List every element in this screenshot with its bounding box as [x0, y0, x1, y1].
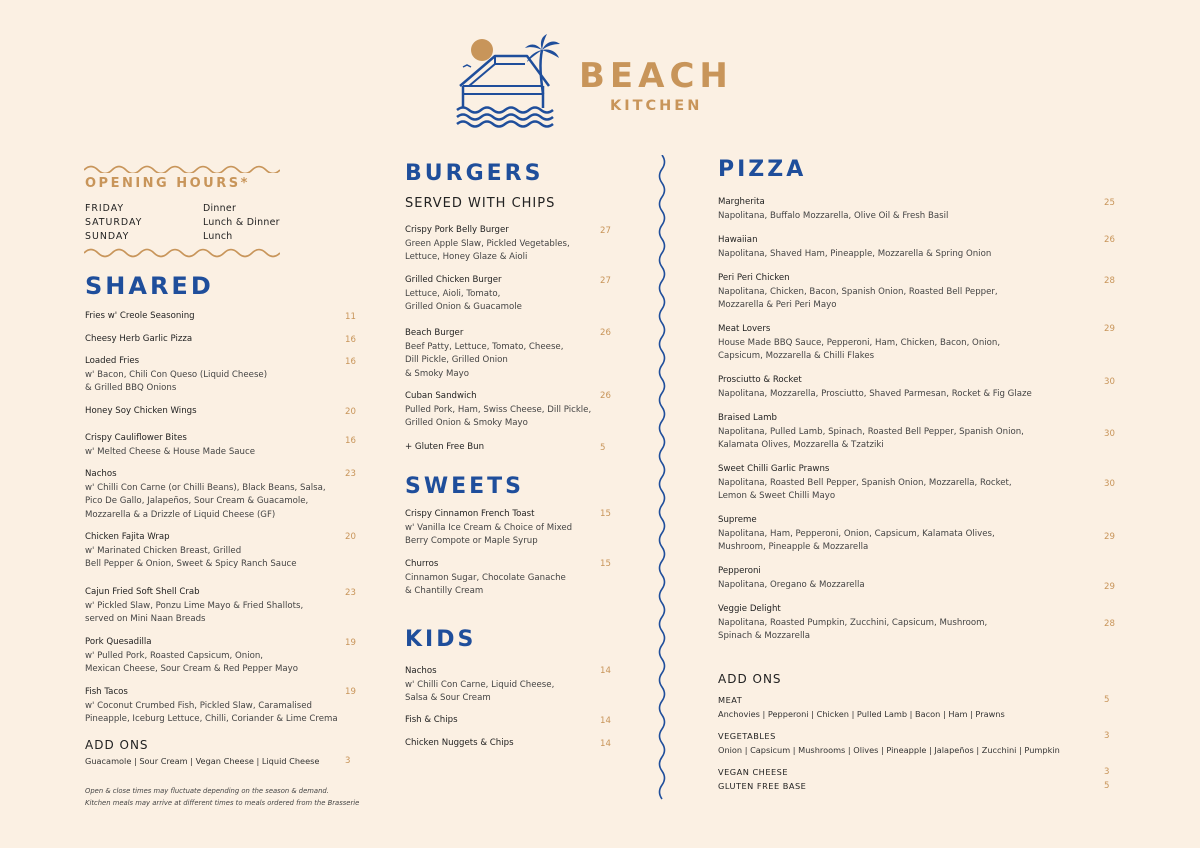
addon-group-title: VEGAN CHEESE — [718, 767, 789, 777]
item-description: Lettuce, Aioli, Tomato, Grilled Onion & Guacamole — [405, 288, 522, 313]
wave-divider-bottom — [84, 248, 280, 258]
menu-item — [85, 586, 303, 627]
item-name: Crispy Pork Belly Burger — [405, 225, 509, 235]
sweets-title: SWEETS — [405, 474, 525, 499]
item-name: Grilled Chicken Burger — [405, 275, 502, 285]
menu-item — [718, 374, 1032, 401]
hours-day: FRIDAY — [85, 203, 125, 214]
addon-group-title: VEGETABLES — [718, 731, 776, 741]
wave-divider-top — [84, 163, 280, 173]
item-description: Napolitana, Roasted Pumpkin, Zucchini, Capsicum, Mushroom, Spinach & Mozzarella — [718, 617, 988, 642]
item-price: 23 — [345, 588, 356, 598]
item-price: 27 — [600, 276, 611, 286]
item-name: Fish & Chips — [405, 715, 458, 725]
shared-addons-list: Guacamole | Sour Cream | Vegan Cheese | Liquid Cheese — [85, 756, 320, 766]
hours-time: Lunch & Dinner — [203, 217, 280, 228]
item-price: 30 — [1104, 479, 1115, 489]
item-name: Chicken Fajita Wrap — [85, 532, 170, 542]
item-description: w' Chilli Con Carne (or Chilli Beans), Black Beans, Salsa, Pico De Gallo, Jalapeños, Sour Cream & Guacamole, Mozzarella & a Drizzle of Liquid Cheese (GF) — [85, 482, 326, 520]
item-description: House Made BBQ Sauce, Pepperoni, Ham, Chicken, Bacon, Onion, Capsicum, Mozzarella & Chilli Flakes — [718, 337, 1001, 362]
item-description: Napolitana, Pulled Lamb, Spinach, Roasted Bell Pepper, Spanish Onion, Kalamata Olives, Mozzarella & Tzatziki — [718, 426, 1024, 451]
item-price: 15 — [600, 559, 611, 569]
item-name: Meat Lovers — [718, 324, 771, 334]
shared-addons-title: ADD ONS — [85, 738, 149, 752]
addon-price: 3 — [1104, 731, 1110, 741]
beach-kitchen-logo — [455, 34, 755, 134]
menu-item — [405, 327, 563, 381]
pizza-addons-title: ADD ONS — [718, 672, 782, 686]
item-name: Chicken Nuggets & Chips — [405, 738, 514, 748]
menu-item — [405, 665, 554, 706]
item-name: Cajun Fried Soft Shell Crab — [85, 587, 200, 597]
item-name: Pepperoni — [718, 566, 761, 576]
hours-day: SUNDAY — [85, 231, 130, 242]
item-description: Napolitana, Ham, Pepperoni, Onion, Capsicum, Kalamata Olives, Mushroom, Pineapple & Mozzarella — [718, 528, 995, 553]
item-description: Napolitana, Roasted Bell Pepper, Spanish Onion, Mozzarella, Rocket, Lemon & Sweet Chilli Mayo — [718, 477, 1012, 502]
menu-item — [85, 310, 195, 324]
menu-item — [85, 468, 326, 522]
addon-price: 3 — [1104, 767, 1110, 777]
addon-group-title: MEAT — [718, 695, 743, 705]
menu-item — [85, 333, 192, 347]
addon-price: 5 — [1104, 695, 1110, 705]
item-description: w' Coconut Crumbed Fish, Pickled Slaw, Caramalised Pineapple, Iceburg Lettuce, Chilli, Coriander & Lime Crema — [85, 700, 338, 725]
item-price: 19 — [345, 687, 356, 697]
item-name: Nachos — [85, 469, 117, 479]
item-description: Napolitana, Mozzarella, Prosciutto, Shaved Parmesan, Rocket & Fig Glaze — [718, 388, 1032, 399]
item-price: 16 — [345, 335, 356, 345]
pizza-title: PIZZA — [718, 157, 807, 182]
item-name: Cheesy Herb Garlic Pizza — [85, 334, 193, 344]
shared-title: SHARED — [85, 272, 214, 300]
item-price: 11 — [345, 312, 356, 322]
item-description: w' Pickled Slaw, Ponzu Lime Mayo & Fried Shallots, served on Mini Naan Breads — [85, 600, 304, 625]
footnote-line: Open & close times may fluctuate depending on the season & demand. — [85, 787, 329, 795]
brand-name: BEACH — [579, 56, 733, 96]
item-name: Supreme — [718, 515, 757, 525]
item-description: w' Pulled Pork, Roasted Capsicum, Onion, Mexican Cheese, Sour Cream & Red Pepper Mayo — [85, 650, 299, 675]
item-name: Cuban Sandwich — [405, 391, 477, 401]
item-price: 29 — [1104, 324, 1115, 334]
opening-hours-title: OPENING HOURS* — [85, 176, 250, 191]
menu-item — [718, 463, 1012, 504]
item-name: Crispy Cinnamon French Toast — [405, 509, 535, 519]
kids-title: KIDS — [405, 627, 477, 652]
item-name: Hawaiian — [718, 235, 758, 245]
hours-time: Lunch — [203, 231, 233, 242]
menu-item — [405, 508, 572, 549]
item-price: 20 — [345, 407, 356, 417]
item-name: Pork Quesadilla — [85, 637, 152, 647]
item-name: Margherita — [718, 197, 765, 207]
item-description: Beef Patty, Lettuce, Tomato, Cheese, Dill Pickle, Grilled Onion & Smoky Mayo — [405, 341, 564, 379]
item-name: + Gluten Free Bun — [405, 442, 485, 452]
menu-item — [405, 714, 458, 728]
menu-item — [85, 405, 197, 419]
burgers-title: BURGERS — [405, 161, 544, 186]
footnote — [85, 785, 359, 809]
hours-time: Dinner — [203, 203, 237, 214]
item-description: Cinnamon Sugar, Chocolate Ganache & Chantilly Cream — [405, 572, 566, 597]
item-price: 16 — [345, 357, 356, 367]
item-price: 23 — [345, 469, 356, 479]
item-description: Napolitana, Buffalo Mozzarella, Olive Oil & Fresh Basil — [718, 210, 949, 221]
menu-item — [718, 412, 1024, 453]
menu-item — [718, 603, 987, 644]
item-price: 20 — [345, 532, 356, 542]
menu-item — [718, 565, 865, 592]
burgers-subtitle: SERVED WITH CHIPS — [405, 196, 556, 211]
addon-group-title: GLUTEN FREE BASE — [718, 781, 807, 791]
item-name: Beach Burger — [405, 328, 464, 338]
item-description: w' Melted Cheese & House Made Sauce — [85, 446, 256, 457]
brand-subtitle: KITCHEN — [610, 98, 703, 114]
addon-price: 5 — [1104, 781, 1110, 791]
beach-hut-icon — [455, 34, 575, 134]
item-name: Fries w' Creole Seasoning — [85, 311, 195, 321]
shared-addons-price: 3 — [345, 756, 351, 766]
item-price: 28 — [1104, 619, 1115, 629]
item-description: w' Chilli Con Carne, Liquid Cheese, Salsa & Sour Cream — [405, 679, 555, 704]
item-price: 25 — [1104, 198, 1115, 208]
item-price: 15 — [600, 509, 611, 519]
menu-item — [85, 432, 255, 459]
item-name: Sweet Chilli Garlic Prawns — [718, 464, 830, 474]
hours-day: SATURDAY — [85, 217, 143, 228]
item-name: Prosciutto & Rocket — [718, 375, 802, 385]
item-price: 27 — [600, 226, 611, 236]
item-name: Honey Soy Chicken Wings — [85, 406, 197, 416]
menu-item — [85, 686, 338, 727]
menu-item — [718, 234, 991, 261]
menu-item — [85, 531, 297, 572]
menu-item — [718, 323, 1000, 364]
menu-item — [718, 196, 948, 223]
item-price: 16 — [345, 436, 356, 446]
item-price: 26 — [1104, 235, 1115, 245]
menu-item — [718, 272, 998, 313]
item-price: 26 — [600, 328, 611, 338]
item-description: w' Bacon, Chili Con Queso (Liquid Cheese) & Grilled BBQ Onions — [85, 369, 268, 394]
item-description: w' Marinated Chicken Breast, Grilled Bell Pepper & Onion, Sweet & Spicy Ranch Sauce — [85, 545, 297, 570]
addon-group-list: Anchovies | Pepperoni | Chicken | Pulled Lamb | Bacon | Ham | Prawns — [718, 709, 1005, 719]
item-name: Veggie Delight — [718, 604, 781, 614]
addon-group-list: Onion | Capsicum | Mushrooms | Olives | Pineapple | Jalapeños | Zucchini | Pumpkin — [718, 745, 1060, 755]
menu-item — [405, 558, 566, 599]
item-price: 26 — [600, 391, 611, 401]
item-name: Churros — [405, 559, 439, 569]
item-price: 30 — [1104, 377, 1115, 387]
footnote-line: Kitchen meals may arrive at different times to meals ordered from the Brasserie — [85, 799, 360, 807]
item-name: Nachos — [405, 666, 437, 676]
item-description: Napolitana, Shaved Ham, Pineapple, Mozzarella & Spring Onion — [718, 248, 992, 259]
item-price: 5 — [600, 443, 606, 453]
item-name: Fish Tacos — [85, 687, 128, 697]
item-price: 29 — [1104, 582, 1115, 592]
menu-item — [718, 514, 995, 555]
item-name: Loaded Fries — [85, 356, 140, 366]
item-name: Peri Peri Chicken — [718, 273, 790, 283]
item-price: 29 — [1104, 532, 1115, 542]
item-name: Braised Lamb — [718, 413, 777, 423]
item-price: 14 — [600, 666, 611, 676]
menu-item — [405, 390, 591, 431]
item-description: Pulled Pork, Ham, Swiss Cheese, Dill Pickle, Grilled Onion & Smoky Mayo — [405, 404, 592, 429]
item-name: Crispy Cauliflower Bites — [85, 433, 187, 443]
menu-item — [85, 636, 298, 677]
item-price: 14 — [600, 739, 611, 749]
menu-item — [405, 224, 570, 265]
item-description: Napolitana, Chicken, Bacon, Spanish Onion, Roasted Bell Pepper, Mozzarella & Peri Peri Mayo — [718, 286, 998, 311]
menu-item — [405, 441, 484, 455]
menu-item — [405, 737, 514, 751]
item-price: 14 — [600, 716, 611, 726]
menu-item — [85, 355, 267, 396]
wavy-column-divider — [655, 155, 669, 800]
item-price: 30 — [1104, 429, 1115, 439]
item-description: w' Vanilla Ice Cream & Choice of Mixed Berry Compote or Maple Syrup — [405, 522, 573, 547]
item-price: 28 — [1104, 276, 1115, 286]
item-price: 19 — [345, 638, 356, 648]
item-description: Napolitana, Oregano & Mozzarella — [718, 579, 865, 590]
item-description: Green Apple Slaw, Pickled Vegetables, Lettuce, Honey Glaze & Aioli — [405, 238, 570, 263]
menu-item — [405, 274, 522, 315]
